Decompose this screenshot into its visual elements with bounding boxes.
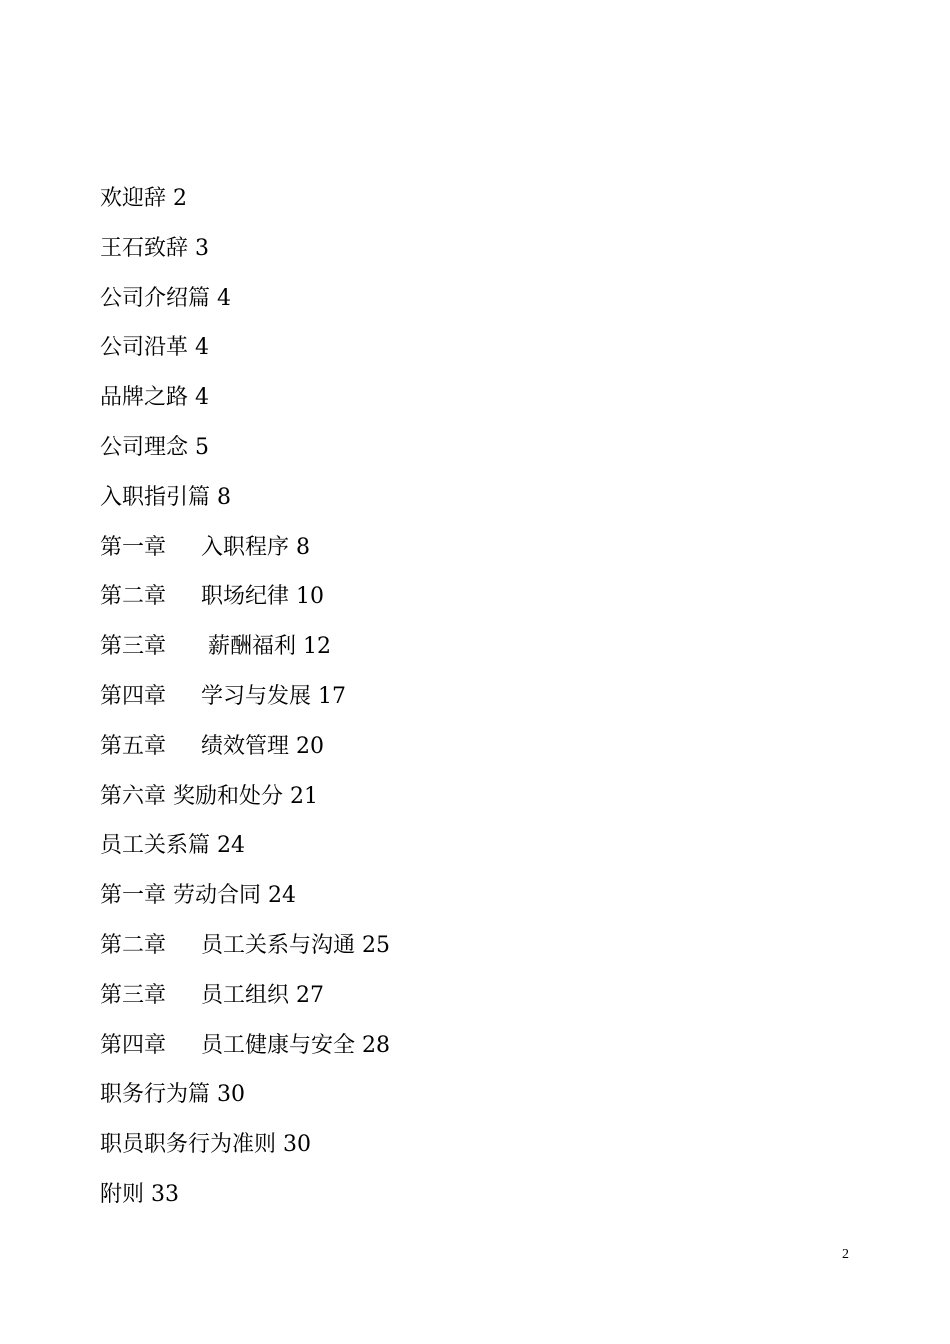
toc-entry-conduct-code: 职员职务行为准则 30 [100, 1132, 311, 1158]
toc-entry-onboarding-guide: 入职指引篇 8 [100, 484, 231, 510]
page-number: 2 [842, 1247, 849, 1262]
toc-entry-relations-ch3: 第三章 员工组织 27 [100, 982, 324, 1008]
toc-entry-wangshi-address: 王石致辞 3 [100, 235, 209, 261]
toc-entry-relations-ch1: 第一章 劳动合同 24 [100, 883, 296, 909]
table-of-contents [100, 180, 390, 1226]
toc-entry-company-intro: 公司介绍篇 4 [100, 285, 231, 311]
toc-entry-relations-ch4: 第四章 员工健康与安全 28 [100, 1032, 390, 1058]
toc-entry-company-philosophy: 公司理念 5 [100, 434, 209, 460]
toc-entry-onboarding-ch5: 第五章 绩效管理 20 [100, 733, 324, 759]
toc-entry-onboarding-ch4: 第四章 学习与发展 17 [100, 683, 346, 709]
toc-entry-conduct: 职务行为篇 30 [100, 1082, 245, 1108]
toc-entry-employee-relations: 员工关系篇 24 [100, 833, 245, 859]
toc-entry-onboarding-ch3: 第三章 薪酬福利 12 [100, 634, 331, 660]
toc-entry-company-history: 公司沿革 4 [100, 335, 209, 361]
toc-entry-brand-road: 品牌之路 4 [100, 385, 209, 411]
toc-entry-onboarding-ch2: 第二章 职场纪律 10 [100, 584, 324, 610]
toc-entry-appendix: 附则 33 [100, 1181, 179, 1207]
toc-entry-relations-ch2: 第二章 员工关系与沟通 25 [100, 932, 390, 958]
toc-entry-onboarding-ch1: 第一章 入职程序 8 [100, 534, 310, 560]
toc-entry-welcome: 欢迎辞 2 [100, 186, 187, 211]
toc-entry-onboarding-ch6: 第六章 奖励和处分 21 [100, 783, 318, 809]
